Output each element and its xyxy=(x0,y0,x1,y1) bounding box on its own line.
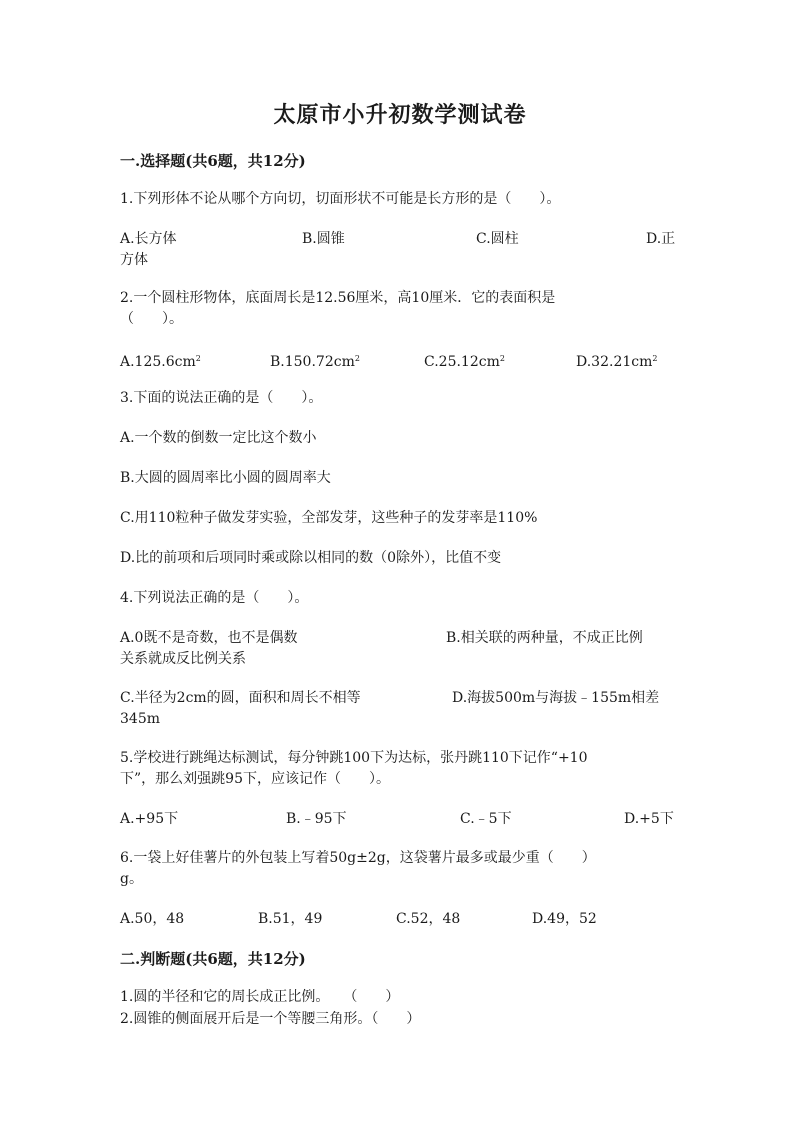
question-1-option-c: C.圆柱 xyxy=(476,231,519,247)
question-3-option-c: C.用110粒种子做发芽实验，全部发芽，这些种子的发芽率是110% xyxy=(120,510,538,526)
question-5-option-d: D.+5下 xyxy=(624,811,674,827)
question-5-option-a: A.+95下 xyxy=(120,811,179,827)
question-4-stem: 4.下列说法正确的是（ ）。 xyxy=(120,590,309,606)
question-6-option-d: D.49，52 xyxy=(532,911,597,927)
question-5-stem-line2: 下”，那么刘强跳95下，应该记作（ ）。 xyxy=(120,771,390,787)
question-6-option-a: A.50，48 xyxy=(120,911,185,927)
question-4-option-d-continued: 345m xyxy=(120,711,160,727)
judgement-1: 1.圆的半径和它的周长成正比例。 （ ） xyxy=(120,989,400,1005)
question-4-option-a: A.0既不是奇数，也不是偶数 xyxy=(120,630,298,646)
question-6-option-b: B.51，49 xyxy=(258,911,323,927)
question-2-option-d: $D.32.21cm^2$ xyxy=(576,354,658,370)
question-3-option-b: B.大圆的圆周率比小圆的圆周率大 xyxy=(120,470,331,486)
question-3-stem: 3.下面的说法正确的是（ ）。 xyxy=(120,390,323,406)
question-1-option-d-continued: 方体 xyxy=(120,252,148,268)
question-5-option-b: B.﹣95下 xyxy=(286,811,347,827)
question-2-option-a: $A.125.6cm^2$ xyxy=(120,354,201,370)
section-heading-judgement: 二.判断题(共6题，共12分) xyxy=(120,950,306,968)
page-title: 太原市小升初数学测试卷 xyxy=(273,102,527,128)
question-4-option-b-continued: 关系就成反比例关系 xyxy=(120,651,246,667)
question-2-option-c: $C.25.12cm^2$ xyxy=(424,354,505,370)
question-3-option-d: D.比的前项和后项同时乘或除以相同的数（0除外），比值不变 xyxy=(120,550,502,566)
question-4-option-c: C.半径为2cm的圆，面积和周长不相等 xyxy=(120,690,361,706)
question-2-option-b: $B.150.72cm^2$ xyxy=(270,354,360,370)
question-1-option-a: A.长方体 xyxy=(120,231,177,247)
question-5-stem-line1: 5.学校进行跳绳达标测试，每分钟跳100下为达标，张丹跳110下记作“+10 xyxy=(120,750,588,766)
question-2-stem-line1: 2.一个圆柱形物体，底面周长是12.56厘米，高10厘米．它的表面积是 xyxy=(120,290,556,306)
question-3-option-a: A.一个数的倒数一定比这个数小 xyxy=(120,430,317,446)
question-1-stem: 1.下列形体不论从哪个方向切，切面形状不可能是长方形的是（ ）。 xyxy=(120,191,561,207)
question-1-option-b: B.圆锥 xyxy=(302,231,345,247)
question-5-option-c: C.﹣5下 xyxy=(460,811,512,827)
question-6-option-c: C.52，48 xyxy=(396,911,461,927)
question-1-option-d: D.正 xyxy=(646,231,676,247)
question-2-stem-line2: （ ）。 xyxy=(120,311,183,327)
question-4-option-b: B.相关联的两种量，不成正比例 xyxy=(446,630,643,646)
section-heading-choice: 一.选择题(共6题，共12分) xyxy=(120,152,306,170)
question-4-option-d: D.海拔500m与海拔﹣155m相差 xyxy=(452,690,660,706)
judgement-2: 2.圆锥的侧面展开后是一个等腰三角形。（ ） xyxy=(120,1011,421,1027)
question-6-stem-line2: g。 xyxy=(120,871,143,887)
question-6-stem-line1: 6.一袋上好佳薯片的外包装上写着50g±2g，这袋薯片最多或最少重（ ） xyxy=(120,850,596,866)
